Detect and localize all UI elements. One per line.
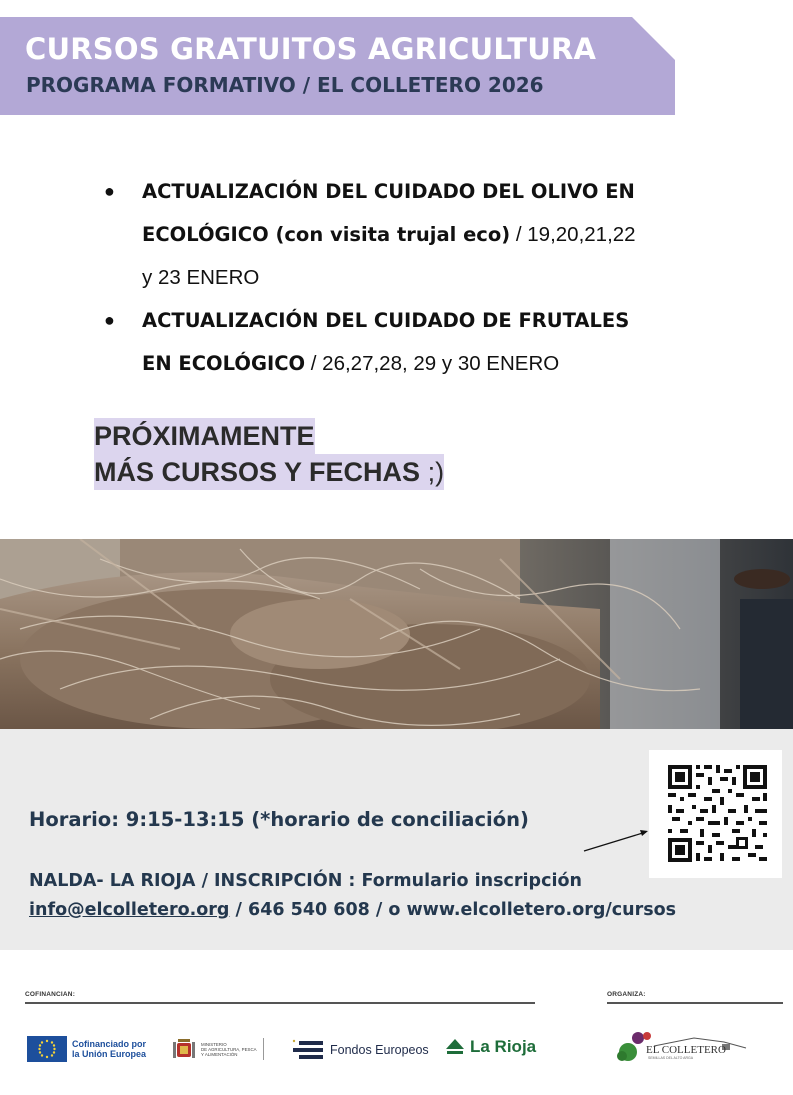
course-dates: / 26,27,28, 29 y 30 ENERO bbox=[305, 352, 560, 375]
ministry-text bbox=[201, 1042, 257, 1057]
eu-flag-icon bbox=[27, 1036, 67, 1062]
list-item bbox=[100, 299, 740, 385]
location-registration-text[interactable]: NALDA- LA RIOJA / INSCRIPCIÓN : Formulario inscripción bbox=[29, 871, 582, 891]
course-title-line1: ACTUALIZACIÓN DEL CUIDADO DEL OLIVO EN bbox=[142, 180, 635, 203]
course-dates-cont: y 23 ENERO bbox=[142, 266, 260, 289]
qr-code[interactable] bbox=[649, 750, 782, 878]
la-rioja-text: La Rioja bbox=[470, 1037, 537, 1056]
el-colletero-text: EL COLLETERO bbox=[646, 1044, 726, 1056]
ministry-logo bbox=[171, 1036, 264, 1062]
bullet-icon: ● bbox=[104, 181, 115, 201]
phone-web-text[interactable]: / 646 540 608 / o www.elcolletero.org/cursos bbox=[229, 900, 677, 920]
coming-soon-line2 bbox=[94, 454, 444, 490]
fondos-europeos-icon bbox=[289, 1037, 325, 1063]
la-rioja-icon bbox=[444, 1035, 466, 1059]
email-link[interactable]: info@elcolletero.org bbox=[29, 900, 230, 920]
page-subtitle: PROGRAMA FORMATIVO / EL COLLETERO 2026 bbox=[26, 73, 544, 97]
coat-of-arms-icon bbox=[171, 1036, 197, 1062]
el-colletero-subtext: SEMILLAS DEL ALTO ARGA bbox=[648, 1056, 694, 1060]
divider bbox=[263, 1038, 264, 1060]
course-title-line2: EN ECOLÓGICO bbox=[142, 352, 306, 375]
divider bbox=[25, 1002, 535, 1004]
la-rioja-logo bbox=[444, 1035, 536, 1059]
roots-image bbox=[0, 539, 793, 729]
list-item bbox=[100, 170, 740, 299]
coming-soon-line1: PRÓXIMAMENTE bbox=[94, 418, 315, 454]
page-title: CURSOS GRATUITOS AGRICULTURA bbox=[25, 32, 597, 66]
wink-emoticon: ;) bbox=[420, 457, 445, 487]
ministry-line1: MINISTERIO bbox=[201, 1041, 227, 1047]
fondos-europeos-logo bbox=[289, 1037, 429, 1063]
info-panel bbox=[0, 729, 793, 950]
eu-logo-text bbox=[72, 1039, 146, 1059]
bullet-icon: ● bbox=[104, 310, 115, 330]
ministry-line3: Y ALIMENTACIÓN bbox=[201, 1051, 238, 1057]
qr-code-icon bbox=[649, 750, 782, 878]
coming-soon-text: MÁS CURSOS Y FECHAS bbox=[94, 457, 421, 487]
coming-soon-block bbox=[94, 418, 444, 490]
organiza-label: ORGANIZA: bbox=[607, 991, 646, 998]
schedule-text: Horario: 9:15-13:15 (*horario de conciliación) bbox=[29, 808, 529, 831]
course-dates: / 19,20,21,22 bbox=[510, 223, 636, 246]
roots-photo bbox=[0, 539, 793, 729]
cofinancian-label: COFINANCIAN: bbox=[25, 991, 76, 998]
divider bbox=[607, 1002, 783, 1004]
course-title-line1: ACTUALIZACIÓN DEL CUIDADO DE FRUTALES bbox=[142, 309, 630, 332]
fondos-europeos-text: Fondos Europeos bbox=[330, 1043, 429, 1057]
course-title-line2: ECOLÓGICO (con visita trujal eco) bbox=[142, 223, 511, 246]
ministry-line2: DE AGRICULTURA, PESCA bbox=[201, 1046, 257, 1052]
eu-logo bbox=[27, 1036, 146, 1062]
el-colletero-logo bbox=[614, 1028, 754, 1068]
course-list bbox=[100, 170, 740, 385]
arrow-icon bbox=[580, 824, 652, 854]
contact-line bbox=[29, 900, 676, 920]
eu-text-line2: la Unión Europea bbox=[72, 1049, 147, 1059]
eu-text-line1: Cofinanciado por bbox=[72, 1039, 146, 1049]
